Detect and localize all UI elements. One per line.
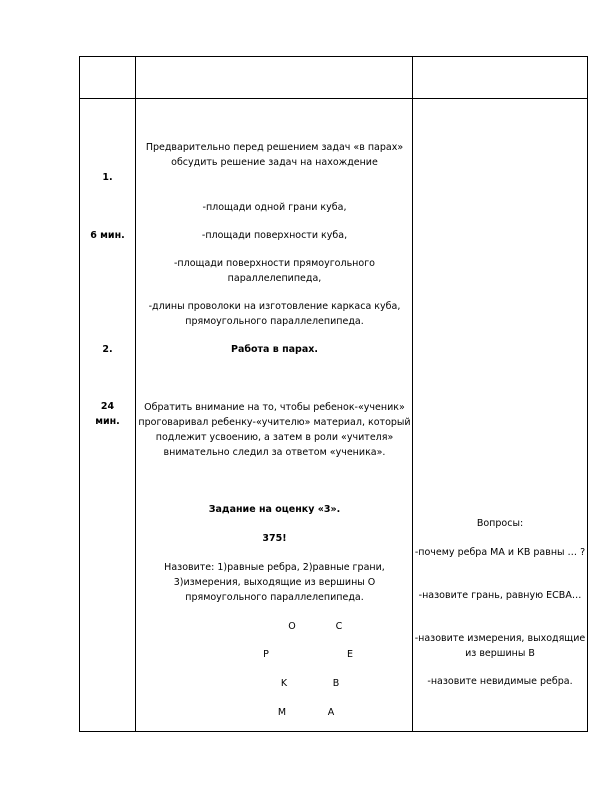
task-text: Назовите: 1)равные ребра, 2)равные грани, 3)измерения, выходящие из вершины О прямоугольного параллелепипеда. bbox=[164, 562, 385, 603]
question-4: -назовите невидимые ребра. bbox=[427, 676, 573, 687]
vertex-label-b: B bbox=[332, 678, 340, 689]
task-item-2: -площади поверхности куба, bbox=[201, 230, 348, 241]
step-time-2 bbox=[80, 399, 135, 429]
task-item-1: -площади одной грани куба, bbox=[202, 202, 347, 213]
question-2: -назовите грань, равную ЕСВА… bbox=[418, 590, 582, 601]
pair-work-heading: Работа в парах. bbox=[231, 344, 318, 355]
vertex-label-c: C bbox=[335, 621, 343, 632]
task-number: 375! bbox=[262, 533, 287, 544]
step-time-1: 6 мин. bbox=[90, 230, 125, 241]
column-divider-1 bbox=[135, 57, 136, 731]
column-divider-2 bbox=[412, 57, 413, 731]
step-number-2: 2. bbox=[102, 344, 113, 355]
questions-title: Вопросы: bbox=[476, 518, 524, 529]
task-grade-heading: Задание на оценку «3». bbox=[208, 504, 341, 515]
vertex-label-o: O bbox=[288, 621, 296, 632]
question-3: -назовите измерения, выходящие из вершины В bbox=[414, 633, 586, 659]
vertex-label-e: E bbox=[346, 649, 353, 660]
lesson-table bbox=[79, 56, 588, 732]
step-time-2-value: 24 bbox=[100, 401, 115, 412]
step-number-1: 1. bbox=[102, 172, 113, 183]
task-item-3: -площади поверхности прямоугольного параллелепипеда, bbox=[173, 258, 375, 284]
intro-text: Предварительно перед решением задач «в парах» обсудить решение задач на нахождение bbox=[145, 142, 404, 168]
question-1: -почему ребра МА и КВ равны … ? bbox=[414, 547, 586, 558]
vertex-label-m: M bbox=[277, 707, 287, 718]
step-time-2-unit: мин. bbox=[95, 416, 120, 427]
task-item-4: -длины проволоки на изготовление каркаса куба, прямоугольного параллелепипеда. bbox=[148, 301, 401, 327]
header-row-divider bbox=[80, 98, 587, 99]
attention-text: Обратить внимание на то, чтобы ребенок-«ученик» проговаривал ребенку-«учителю» материал, который подлежит усвоению, а затем в роли «учителя» внимательно следил за ответом «ученика». bbox=[138, 402, 411, 458]
vertex-label-p: P bbox=[263, 649, 269, 660]
vertex-label-k: K bbox=[280, 678, 288, 689]
vertex-label-a: A bbox=[327, 707, 335, 718]
